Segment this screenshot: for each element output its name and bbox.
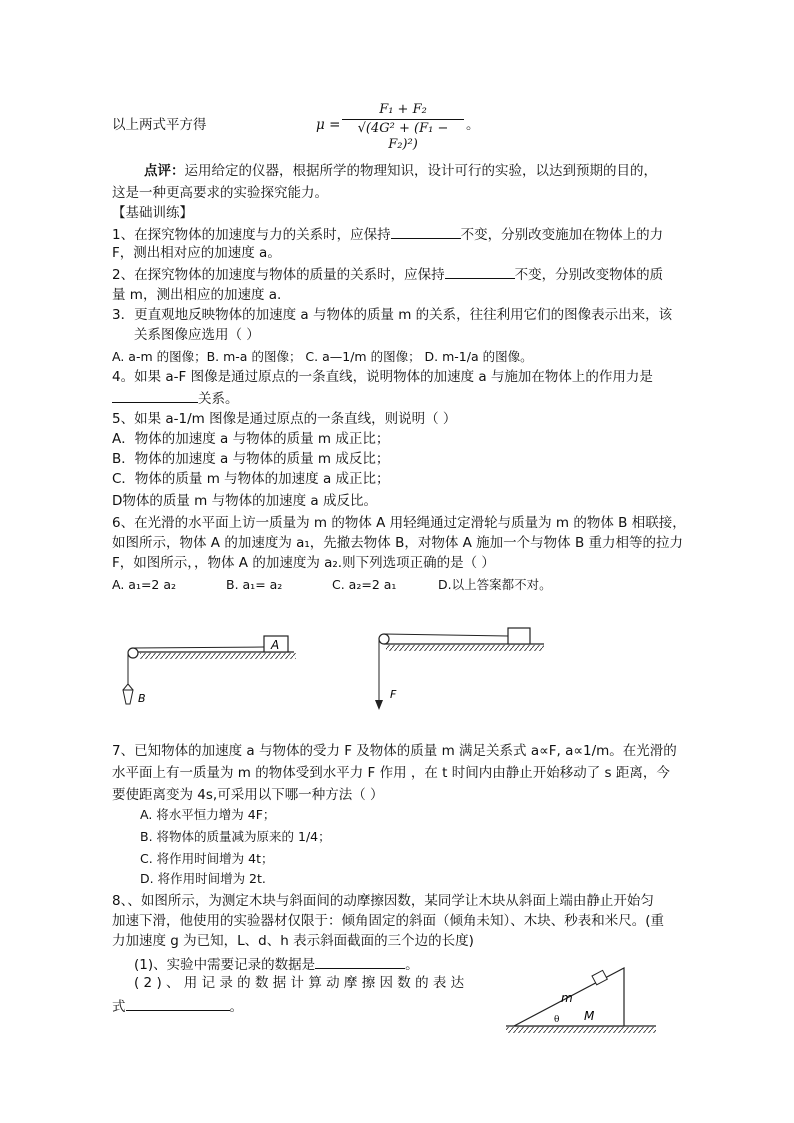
q4-text-b: 关系。: [198, 391, 239, 407]
table-hatch: [140, 653, 296, 659]
comment-line-1: [144, 162, 657, 180]
comment-line-2: 这是一种更高要求的实验探究能力。: [112, 185, 328, 201]
q6-option-b: B. a₁= a₂: [226, 577, 283, 592]
q3-line-2: 关系图像应选用（ ）: [134, 327, 260, 343]
section-title: 【基础训练】: [112, 205, 193, 221]
q8-line-3: 力加速度 g 为已知，L、d、h 表示斜面截面的三个边的长度): [112, 933, 474, 949]
label-m: m: [561, 991, 573, 1005]
q7-line-2: 水平面上有一质量为 m 的物体受到水平力 F 作用 ，在 t 时间内由静止开始移动了 s 距离，今: [112, 765, 670, 781]
q3-options: A. a-m 的图像；B. m-a 的图像； C. a—1/m 的图像； D. m-1/a 的图像。: [112, 349, 533, 364]
q4-line-2: [112, 388, 239, 408]
q5-option-c: C．物体的质量 m 与物体的加速度 a 成正比；: [112, 471, 390, 487]
q6-line-1: 6、在光滑的水平面上访一质量为 m 的物体 A 用轻绳通过定滑轮与质量为 m 的物体 B 相联接，: [112, 515, 686, 531]
label-theta: θ: [554, 1015, 560, 1025]
q4-blank[interactable]: [112, 388, 198, 403]
q6-option-c: C. a₂=2 a₁: [332, 577, 397, 592]
q8-line-2: 加速下滑，他使用的实验器材仅限于：倾角固定的斜面（倾角未知）、木块、秒表和米尺。(重: [112, 913, 665, 929]
q8-part-1-end: 。: [405, 957, 419, 973]
block-b: [123, 690, 133, 704]
q6-line-3: F，如图所示，，物体 A 的加速度为 a₂.则下列选项正确的是（ ）: [112, 555, 495, 571]
formula-lead: 以上两式平方得: [112, 117, 207, 133]
q1-text-a: 1、在探究物体的加速度与力的关系时，应保持: [112, 227, 391, 243]
q5-stem: 5、如果 a-1/m 图像是通过原点的一条直线，则说明（ ）: [112, 411, 457, 427]
q7-line-1: 7、已知物体的加速度 a 与物体的受力 F 及物体的质量 m 满足关系式 a∝F, a∝1/m。在光滑的: [112, 743, 677, 759]
q6-figure-2: [372, 624, 552, 714]
formula-denominator: √(4G² + (F₁ − F₂)²): [357, 121, 449, 152]
q6-figure-1: [118, 632, 298, 712]
comment-text-1: 运用给定的仪器，根据所学的物理知识，设计可行的实验，以达到预期的目的，: [184, 163, 657, 179]
q7-line-3: 要使距离变为 4s,可采用以下哪一种方法（ ）: [112, 787, 384, 803]
q8-part-2-end: 。: [229, 999, 243, 1015]
q1-text-b: 不变，分别改变施加在物体上的力: [460, 227, 664, 243]
rope-2: [384, 634, 508, 636]
force-arrow: [375, 700, 383, 710]
q8-part-1-text: (1)、实验中需要记录的数据是: [134, 957, 316, 973]
formula-numerator: F₁ + F₂: [379, 102, 427, 117]
q3-line-1: 3．更直观地反映物体的加速度 a 与物体的质量 m 的关系，往往利用它们的图像表示出来，该: [112, 307, 673, 323]
hook-right: [128, 684, 133, 690]
q8-part-2b: [112, 996, 243, 1016]
hook-left: [123, 684, 128, 690]
table-hatch-2: [386, 645, 544, 651]
q1-blank[interactable]: [391, 224, 461, 239]
label-big-m: M: [584, 1009, 595, 1023]
block-a-2: [508, 628, 530, 644]
comment-label: 点评：: [144, 163, 185, 179]
q5-option-d: D物体的质量 m 与物体的加速度 a 成反比。: [112, 493, 377, 509]
label-a: A: [271, 638, 280, 652]
q6-option-a: A. a₁=2 a₂: [112, 577, 177, 592]
q8-part-2-blank[interactable]: [126, 996, 230, 1011]
fraction-bar: [342, 119, 464, 120]
q7-option-d: D. 将作用时间增为 2t.: [140, 871, 266, 886]
q6-line-2: 如图所示，物体 A 的加速度为 a₁，先撤去物体 B，对物体 A 施加一个与物体 B 重力相等的拉力: [112, 535, 684, 551]
q2-line-2: 量 m，测出相应的加速度 a.: [112, 287, 282, 303]
q5-option-a: A．物体的加速度 a 与物体的质量 m 成正比；: [112, 431, 390, 447]
formula-mu: μ =: [316, 117, 341, 133]
q2-text-a: 2、在探究物体的加速度与物体的质量的关系时，应保持: [112, 267, 445, 283]
q8-part-2b-text: 式: [112, 999, 126, 1015]
q8-part-1: [134, 954, 419, 974]
label-f: F: [390, 688, 397, 701]
formula-fraction: [342, 102, 464, 153]
formula-end: 。: [466, 117, 480, 133]
q7-option-c: C. 将作用时间增为 4t；: [140, 851, 274, 866]
q6-option-d: D.以上答案都不对。: [438, 577, 552, 592]
q2-blank[interactable]: [445, 264, 515, 279]
q8-incline-figure: [506, 964, 656, 1034]
q1-line-2: F，测出相对应的加速度 a。: [112, 245, 281, 261]
q7-option-b: B. 将物体的质量减为原来的 1/4；: [140, 829, 331, 844]
rope: [133, 647, 264, 648]
q8-part-2: ( 2 ) 、 用 记 录 的 数 据 计 算 动 摩 擦 因 数 的 表 达: [134, 975, 465, 991]
pulley: [128, 648, 138, 658]
q4-line-1: 4。如果 a-F 图像是通过原点的一条直线，说明物体的加速度 a 与施加在物体上的作用力是: [112, 369, 653, 385]
q2-line-1: [112, 264, 663, 284]
q2-text-b: 不变，分别改变物体的质: [514, 267, 664, 283]
q1-line-1: [112, 224, 663, 244]
label-b: B: [138, 692, 146, 705]
q7-option-a: A. 将水平恒力增为 4F；: [140, 807, 276, 822]
pulley-2: [379, 634, 389, 644]
ground-hatch: [506, 1027, 656, 1033]
q8-part-1-blank[interactable]: [315, 954, 405, 969]
q5-option-b: B．物体的加速度 a 与物体的质量 m 成反比；: [112, 451, 390, 467]
q8-line-1: 8、、如图所示，为测定木块与斜面间的动摩擦因数，某同学让木块从斜面上端由静止开始匀: [112, 893, 654, 909]
